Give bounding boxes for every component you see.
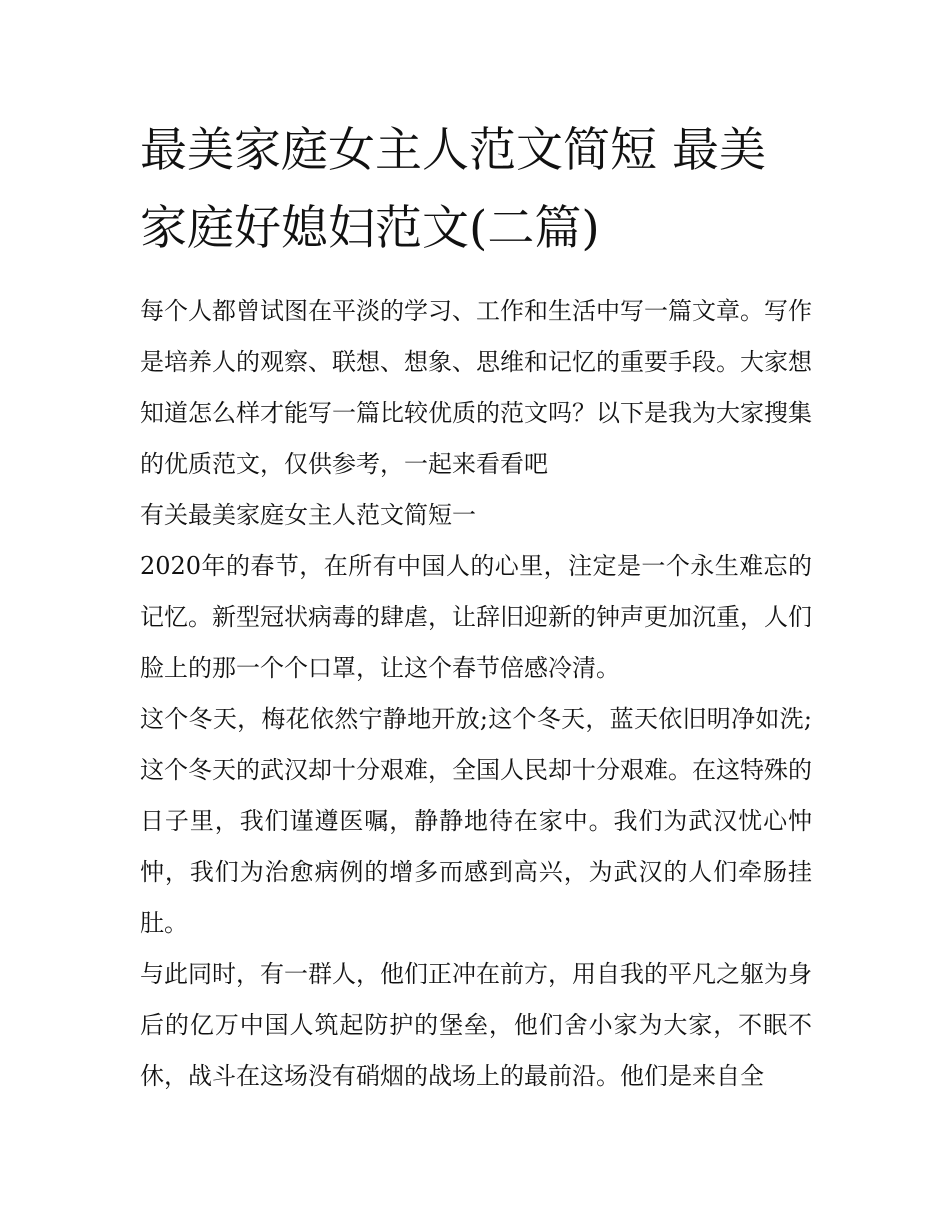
paragraph-spring-festival: 2020年的春节，在所有中国人的心里，注定是一个永生难忘的记忆。新型冠状病毒的肆虐，让辞旧迎新的钟声更加沉重，人们脸上的那一个个口罩，让这个春节倍感冷清。 — [140, 552, 812, 682]
section-heading: 有关最美家庭女主人范文简短一 — [140, 501, 476, 529]
paragraph-intro: 每个人都曾试图在平淡的学习、工作和生活中写一篇文章。写作是培养人的观察、联想、想象、思维和记忆的重要手段。大家想知道怎么样才能写一篇比较优质的范文吗？以下是我为大家搜集的优质范文，仅供参考，一起来看看吧 — [140, 297, 812, 478]
document-title: 最美家庭女主人范文简短 最美家庭好媳妇范文(二篇) — [140, 123, 766, 256]
paragraph-winter: 这个冬天，梅花依然宁静地开放;这个冬天，蓝天依旧明净如洗;这个冬天的武汉却十分艰难，全国人民却十分艰难。在这特殊的日子里，我们谨遵医嘱，静静地待在家中。我们为武汉忧心忡忡，我们为治愈病例的增多而感到高兴，为武汉的人们牵肠挂肚。 — [140, 705, 812, 937]
paragraph-frontline: 与此同时，有一群人，他们正冲在前方，用自我的平凡之躯为身后的亿万中国人筑起防护的堡垒，他们舍小家为大家，不眠不休，战斗在这场没有硝烟的战场上的最前沿。他们是来自全 — [140, 960, 812, 1090]
document-body — [140, 112, 812, 1102]
